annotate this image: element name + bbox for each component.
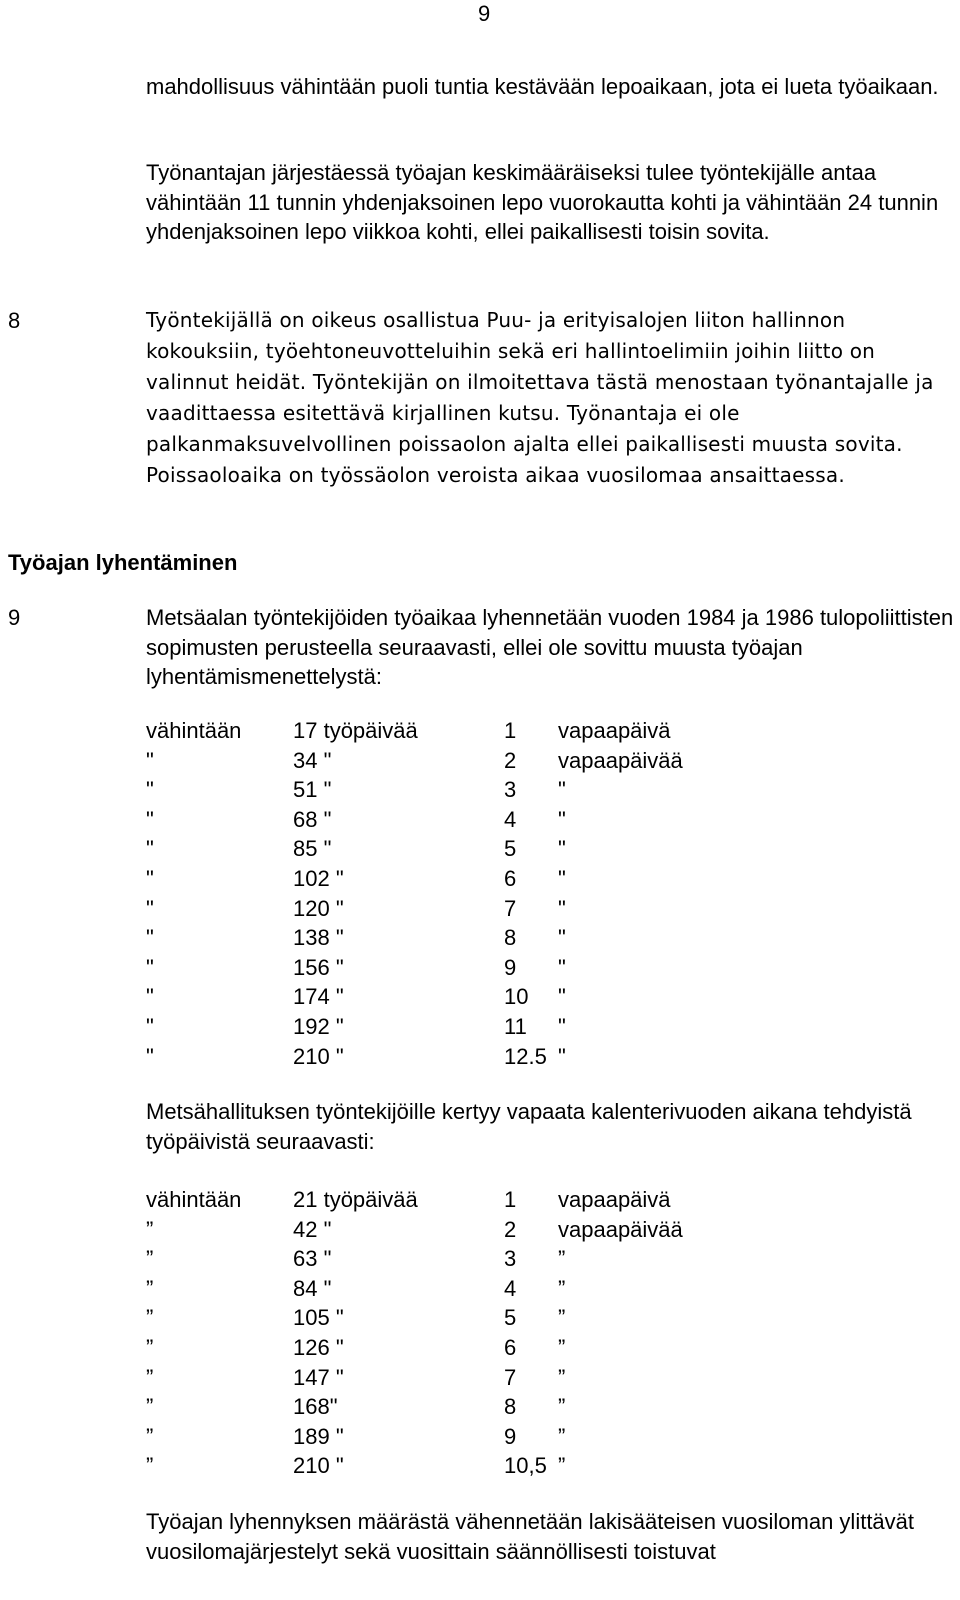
- row-unit: ": [558, 895, 566, 921]
- row-workdays: 68 ": [293, 806, 332, 832]
- row-qualifier: ": [146, 865, 154, 891]
- row-qualifier: ”: [146, 1305, 154, 1331]
- row-unit: ”: [558, 1453, 566, 1479]
- row-workdays: 126 ": [293, 1334, 344, 1360]
- row-qualifier: ": [146, 984, 154, 1010]
- row-workdays: 138 ": [293, 925, 344, 951]
- row-workdays: 120 ": [293, 895, 344, 921]
- table-row: [146, 805, 746, 835]
- row-workdays: 85 ": [293, 836, 332, 862]
- row-freedays: 9: [504, 1423, 517, 1449]
- row-freedays: 7: [504, 895, 517, 921]
- row-workdays: 174 ": [293, 984, 344, 1010]
- row-workdays: 17 työpäivää: [293, 718, 418, 743]
- row-freedays: 2: [504, 1216, 517, 1242]
- row-freedays: 3: [504, 777, 517, 803]
- section-heading: Työajan lyhentäminen: [8, 550, 238, 575]
- row-unit: ”: [558, 1334, 566, 1360]
- table-row: [146, 1012, 746, 1042]
- row-unit: vapaapäivää: [558, 1216, 683, 1242]
- section-9-intro: Metsäalan työntekijöiden työaikaa lyhennetään vuoden 1984 ja 1986 tulopoliittisten sopimusten perusteella seuraavasti, ellei ole sovittu muusta työajan lyhentämismenettelystä:: [146, 605, 954, 689]
- row-unit: ”: [558, 1423, 566, 1449]
- paragraph-rest-time: mahdollisuus vähintään puoli tuntia kestävään lepoaikaan, jota ei lueta työaikaan.: [146, 74, 939, 99]
- row-unit: ": [558, 984, 566, 1010]
- row-workdays: 84 ": [293, 1275, 332, 1301]
- section-number-9: 9: [8, 605, 21, 630]
- row-workdays: 210 ": [293, 1043, 344, 1069]
- table-row: [146, 1274, 746, 1304]
- row-unit: vapaapäivä: [558, 718, 671, 743]
- table-row: [146, 1042, 746, 1072]
- table-row: [146, 1185, 746, 1215]
- row-unit: ": [558, 1013, 566, 1039]
- metsahallitus-intro: Metsähallituksen työntekijöille kertyy vapaata kalenterivuoden aikana tehdyistä työpäivistä seuraavasti:: [146, 1099, 912, 1154]
- row-workdays: 42 ": [293, 1216, 332, 1242]
- row-qualifier: ”: [146, 1246, 154, 1272]
- row-qualifier: ”: [146, 1364, 154, 1390]
- row-freedays: 9: [504, 954, 517, 980]
- row-freedays: 8: [504, 925, 517, 951]
- row-workdays: 51 ": [293, 777, 332, 803]
- row-freedays: 2: [504, 747, 517, 773]
- table-row: [146, 1451, 746, 1481]
- row-qualifier: ”: [146, 1453, 154, 1479]
- row-unit: ": [558, 1043, 566, 1069]
- row-unit: ": [558, 777, 566, 803]
- row-freedays: 1: [504, 1187, 517, 1212]
- row-freedays: 11: [504, 1013, 527, 1039]
- row-workdays: 156 ": [293, 954, 344, 980]
- row-freedays: 6: [504, 1334, 517, 1360]
- row-workdays: 147 ": [293, 1364, 344, 1390]
- row-freedays: 1: [504, 718, 517, 743]
- row-qualifier: ": [146, 777, 154, 803]
- row-freedays: 4: [504, 1275, 517, 1301]
- table-row: [146, 864, 746, 894]
- row-qualifier: ": [146, 836, 154, 862]
- row-qualifier: ”: [146, 1394, 154, 1420]
- table-row: [146, 716, 746, 746]
- row-qualifier: ”: [146, 1216, 154, 1242]
- row-qualifier: ": [146, 895, 154, 921]
- row-unit: ": [558, 865, 566, 891]
- row-qualifier: ": [146, 925, 154, 951]
- table-row: [146, 1303, 746, 1333]
- row-workdays: 168": [293, 1394, 338, 1420]
- row-qualifier: ": [146, 806, 154, 832]
- table-row: [146, 834, 746, 864]
- forestry-days-table: [146, 716, 746, 1071]
- row-workdays: 63 ": [293, 1246, 332, 1272]
- row-unit: vapaapäivä: [558, 1187, 671, 1212]
- row-qualifier: ": [146, 1043, 154, 1069]
- row-unit: ": [558, 806, 566, 832]
- row-unit: ”: [558, 1275, 566, 1301]
- row-unit: ": [558, 954, 566, 980]
- table-row: [146, 1363, 746, 1393]
- row-qualifier: ": [146, 954, 154, 980]
- metsahallitus-days-table: [146, 1185, 746, 1481]
- section-number-8: 8: [8, 308, 21, 333]
- row-unit: ”: [558, 1246, 566, 1272]
- closing-paragraph: Työajan lyhennyksen määrästä vähennetään lakisääteisen vuosiloman ylittävät vuosilomajärjestelyt sekä vuosittain säännöllisesti toistuvat: [146, 1509, 915, 1564]
- row-unit: ”: [558, 1305, 566, 1331]
- row-qualifier: vähintään: [146, 1187, 242, 1212]
- table-row: [146, 953, 746, 983]
- row-freedays: 5: [504, 836, 517, 862]
- row-unit: ": [558, 836, 566, 862]
- table-row: [146, 923, 746, 953]
- table-row: [146, 1215, 746, 1245]
- row-workdays: 210 ": [293, 1453, 344, 1479]
- row-freedays: 10,5: [504, 1453, 547, 1479]
- table-row: [146, 894, 746, 924]
- row-workdays: 34 ": [293, 747, 332, 773]
- paragraph-daily-rest: Työnantajan järjestäessä työajan keskimääräiseksi tulee työntekijälle antaa vähintään 11 tunnin yhdenjaksoinen lepo vuorokautta kohti ja vähintään 24 tunnin yhdenjaksoinen lepo viikkoa kohti, ellei paikallisesti toisin sovita.: [146, 160, 939, 244]
- row-workdays: 189 ": [293, 1423, 344, 1449]
- table-row: [146, 1392, 746, 1422]
- row-qualifier: ”: [146, 1275, 154, 1301]
- row-freedays: 6: [504, 865, 517, 891]
- row-freedays: 7: [504, 1364, 517, 1390]
- row-unit: ”: [558, 1394, 566, 1420]
- table-row: [146, 1333, 746, 1363]
- row-workdays: 105 ": [293, 1305, 344, 1331]
- row-freedays: 12.5: [504, 1043, 547, 1069]
- row-unit: ": [558, 925, 566, 951]
- row-qualifier: vähintään: [146, 718, 242, 743]
- table-row: [146, 1244, 746, 1274]
- table-row: [146, 775, 746, 805]
- row-qualifier: ": [146, 1013, 154, 1039]
- row-qualifier: ”: [146, 1334, 154, 1360]
- row-qualifier: ": [146, 747, 154, 773]
- row-freedays: 4: [504, 806, 517, 832]
- table-row: [146, 982, 746, 1012]
- row-unit: vapaapäivää: [558, 747, 683, 773]
- row-workdays: 21 työpäivää: [293, 1187, 418, 1212]
- row-workdays: 102 ": [293, 865, 344, 891]
- row-qualifier: ”: [146, 1423, 154, 1449]
- row-freedays: 10: [504, 984, 529, 1010]
- section-8-text: Työntekijällä on oikeus osallistua Puu- ja erityisalojen liiton hallinnon kokouksiin, työehtoneuvotteluihin sekä eri hallintoelimiin joihin liitto on valinnut heidät. Työntekijän on ilmoitettava tästä menostaan työnantajalle ja vaadittaessa esitettävä kirjallinen kutsu. Työnantaja ei ole palkanmaksuvelvollinen poissaolon ajalta ellei paikallisesti muusta sovita. Poissaoloaika on työssäolon veroista aikaa vuosilomaa ansaittaessa.: [146, 308, 934, 487]
- table-row: [146, 746, 746, 776]
- row-freedays: 8: [504, 1394, 517, 1420]
- page-number: 9: [478, 1, 491, 26]
- row-unit: ”: [558, 1364, 566, 1390]
- row-freedays: 5: [504, 1305, 517, 1331]
- table-row: [146, 1422, 746, 1452]
- row-workdays: 192 ": [293, 1013, 344, 1039]
- row-freedays: 3: [504, 1246, 517, 1272]
